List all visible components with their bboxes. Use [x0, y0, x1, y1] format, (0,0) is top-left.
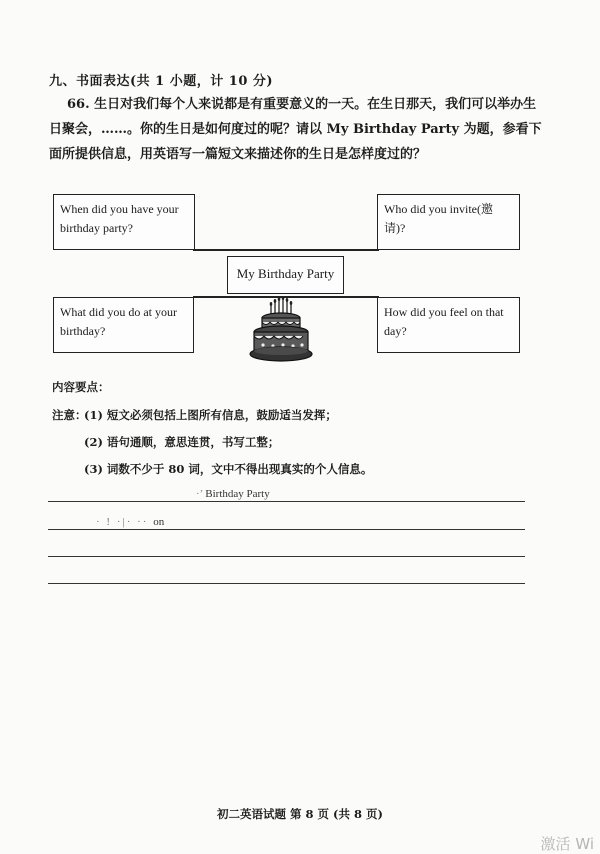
answer-line-2-text: on — [153, 516, 165, 528]
notes-item-2: (2) 语句通顺，意思连贯，书写工整； — [84, 435, 280, 449]
activation-watermark: 激活 Wi — [540, 835, 594, 853]
notes-heading: 内容要点： — [52, 380, 110, 394]
center-title: My Birthday Party — [236, 266, 335, 281]
answer-line-1-text: Birthday Party — [205, 488, 270, 500]
handwriting-smudge: · ! ·|· ·· — [96, 516, 154, 528]
prompt-bottom-left: What did you do at your birthday? — [60, 305, 177, 338]
prompt-box-top-right — [377, 194, 520, 250]
connector-line — [193, 249, 379, 251]
prompt-box-top-left — [53, 194, 195, 250]
prompt-box-bottom-left — [53, 297, 194, 353]
notes-item-1: (1) 短文必须包括上图所有信息，鼓励适当发挥； — [84, 408, 337, 422]
answer-text-line-2 — [96, 516, 164, 528]
answer-line[interactable] — [48, 583, 525, 584]
notes-item-3: (3) 词数不少于 80 词，文中不得出现真实的个人信息。 — [84, 462, 373, 476]
page-footer: 初二英语试题 第 8 页 (共 8 页) — [217, 807, 383, 821]
notes-prefix: 注意： — [52, 408, 87, 422]
question-text: 66. 生日对我们每个人来说都是有重要意义的一天。在生日那天，我们可以举办生日聚会，……。你的生日是如何度过的呢？请以 My Birthday Party 为题，参看下面所提供信息，用英语写一篇短文来描述你的生日是怎样度过的？ — [49, 97, 542, 162]
center-title-box — [227, 256, 344, 294]
prompt-bottom-right: How did you feel on that day? — [384, 305, 504, 338]
answer-text-line-1 — [196, 488, 270, 500]
answer-line[interactable] — [48, 501, 525, 502]
section-title: 九、书面表达(共 1 小题，计 10 分) — [49, 74, 274, 89]
answer-line[interactable] — [48, 529, 525, 530]
prompt-top-left: When did you have your birthday party? — [60, 202, 179, 235]
prompt-top-right: Who did you invite(邀请)? — [384, 202, 493, 235]
birthday-cake-icon — [249, 296, 315, 364]
prompt-box-bottom-right — [377, 297, 520, 353]
handwriting-smudge: ·’ — [196, 488, 206, 500]
answer-line[interactable] — [48, 556, 525, 557]
